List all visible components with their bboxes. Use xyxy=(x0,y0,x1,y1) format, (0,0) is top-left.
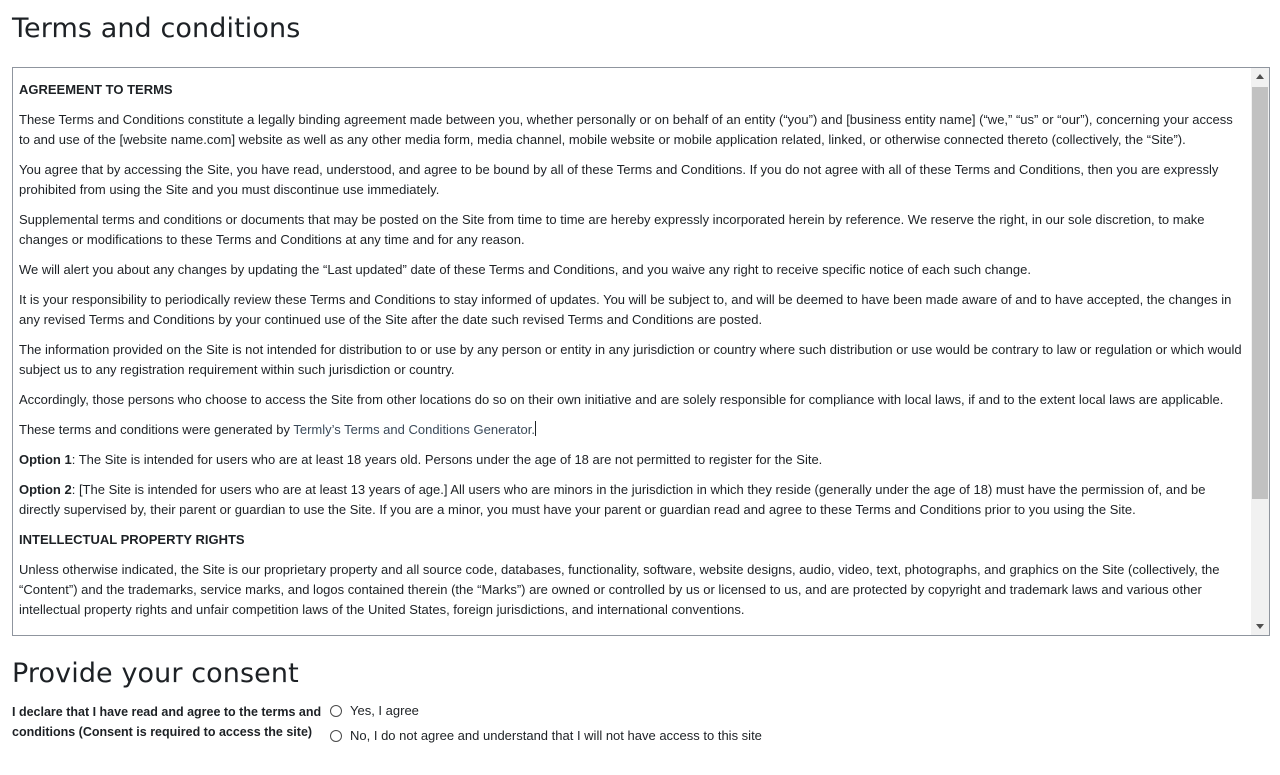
terms-content xyxy=(13,68,1249,635)
radio-no[interactable] xyxy=(330,730,342,742)
consent-question-label: I declare that I have read and agree to the terms and conditions (Consent is required to access the site) xyxy=(12,705,322,739)
chevron-down-icon xyxy=(1256,624,1264,629)
terms-paragraph: Unless otherwise indicated, the Site is our proprietary property and all source code, databases, functionality, software, website designs, audio, video, text, photographs, and graphics on the Site (collectively, the “Content”) and the trademarks, service marks, and logos contained therein (the “Marks”) are owned or controlled by us or licensed to us, and are protected by copyright and trademark laws and various other intellectual property rights and unfair competition laws of the United States, foreign jurisdictions, and international conventions. xyxy=(19,562,1220,617)
consent-no-label[interactable]: No, I do not agree and understand that I will not have access to this site xyxy=(350,728,762,743)
page-title: Terms and conditions xyxy=(12,13,301,44)
chevron-up-icon xyxy=(1256,74,1264,79)
vertical-scrollbar[interactable] xyxy=(1251,68,1269,635)
consent-yes-option[interactable] xyxy=(330,703,419,718)
scroll-thumb[interactable] xyxy=(1252,87,1268,499)
terms-paragraph: These Terms and Conditions constitute a legally binding agreement made between you, whether personally or on behalf of an entity (“you”) and [business entity name] (“we,” “us” or “our”), concerning your access to and use of the [website name.com] website as well as any other media form, media channel, mobile website or mobile application related, linked, or otherwise connected thereto (collectively, the “Site”). xyxy=(19,112,1233,147)
terms-paragraph-generator xyxy=(19,420,1243,440)
consent-heading: Provide your consent xyxy=(12,658,299,689)
consent-yes-label[interactable]: Yes, I agree xyxy=(350,703,419,718)
generator-prefix: These terms and conditions were generated by xyxy=(19,422,294,437)
terms-paragraph: It is your responsibility to periodically review these Terms and Conditions to stay informed of updates. You will be subject to, and will be deemed to have been made aware of and to have accepted, the changes in any revised Terms and Conditions by your continued use of the Site after the date such revised Terms and Conditions are posted. xyxy=(19,292,1232,327)
option-1-text: : The Site is intended for users who are at least 18 years old. Persons under the age of 18 are not permitted to register for the Site. xyxy=(71,452,823,467)
option-1-label: Option 1 xyxy=(19,452,72,467)
consent-no-option[interactable] xyxy=(330,728,762,743)
scroll-up-arrow[interactable] xyxy=(1251,68,1269,85)
terms-paragraph: The information provided on the Site is not intended for distribution to or use by any person or entity in any jurisdiction or country where such distribution or use would be contrary to law or regulation or which would subject us to any registration requirement within such jurisdiction or country. xyxy=(19,342,1242,377)
option-2-label: Option 2 xyxy=(19,482,72,497)
terms-paragraph: Accordingly, those persons who choose to access the Site from other locations do so on their own initiative and are solely responsible for compliance with local laws, if and to the extent local laws are applicable. xyxy=(19,392,1224,407)
terms-paragraph: You agree that by accessing the Site, you have read, understood, and agree to be bound by all of these Terms and Conditions. If you do not agree with all of these Terms and Conditions, then you are expressly prohibited from using the Site and you must discontinue use immediately. xyxy=(19,162,1219,197)
terms-scroll-box[interactable] xyxy=(12,67,1270,636)
scroll-down-arrow[interactable] xyxy=(1251,618,1269,635)
terms-paragraph: Supplemental terms and conditions or documents that may be posted on the Site from time to time are hereby expressly incorporated herein by reference. We reserve the right, in our sole discretion, to make changes or modifications to these Terms and Conditions at any time and for any reason. xyxy=(19,212,1205,247)
agreement-heading: AGREEMENT TO TERMS xyxy=(19,82,173,97)
option-2-text: : [The Site is intended for users who are at least 13 years of age.] All users who are minors in the jurisdiction in which they reside (generally under the age of 18) must have the permission of, and be directly supervised by, their parent or guardian to use the Site. If you are a minor, you must have your parent or guardian read and agree to these Terms and Conditions prior to you using the Site. xyxy=(19,482,1206,517)
ip-heading: INTELLECTUAL PROPERTY RIGHTS xyxy=(19,532,245,547)
option-1-paragraph xyxy=(19,450,1243,470)
terms-paragraph: We will alert you about any changes by updating the “Last updated” date of these Terms and Conditions, and you waive any right to receive specific notice of each such change. xyxy=(19,262,1031,277)
termly-generator-link[interactable]: Termly’s Terms and Conditions Generator. xyxy=(293,422,535,437)
text-caret xyxy=(535,421,536,436)
option-2-paragraph xyxy=(19,480,1243,520)
radio-yes[interactable] xyxy=(330,705,342,717)
